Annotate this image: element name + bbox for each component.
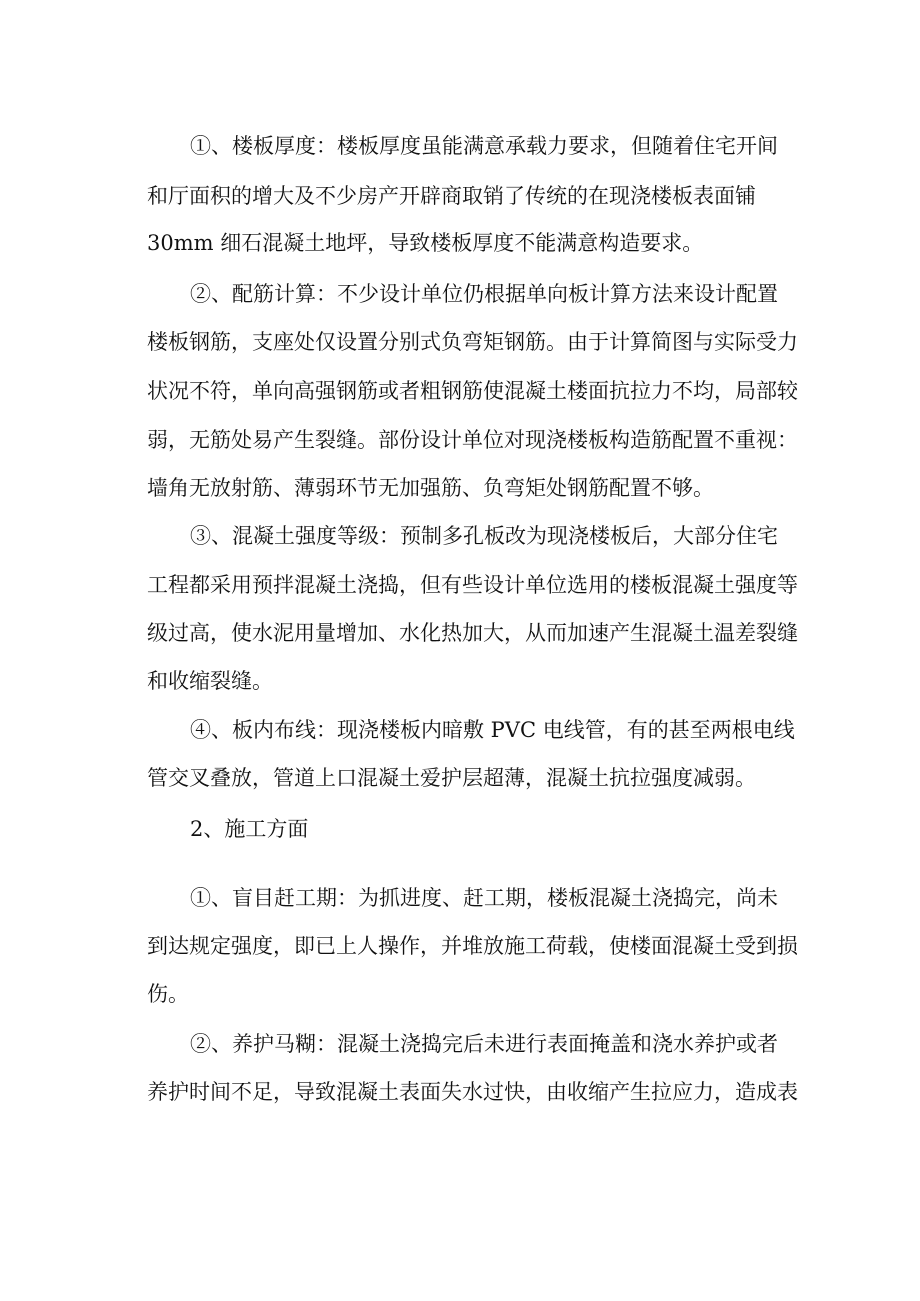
paragraph-1-line-1: ①、楼板厚度：楼板厚度虽能满意承载力要求，但随着住宅开间 — [190, 134, 778, 158]
paragraph-4-line-1: ④、板内布线：现浇楼板内暗敷 PVC 电线管，有的甚至两根电线 — [190, 718, 795, 742]
paragraph-2-line-4: 弱，无筋处易产生裂缝。部份设计单位对现浇楼板构造筋配置不重视： — [147, 428, 798, 452]
paragraph-4-line-2: 管交叉叠放，管道上口混凝土爱护层超薄，混凝土抗拉强度减弱。 — [147, 766, 756, 790]
section-heading-construction: 2、施工方面 — [190, 817, 309, 841]
paragraph-3-line-3: 级过高，使水泥用量增加、水化热加大，从而加速产生混凝土温差裂缝 — [147, 621, 798, 645]
paragraph-3-line-4: 和收缩裂缝。 — [147, 669, 273, 693]
paragraph-5-line-2: 到达规定强度，即已上人操作，并堆放施工荷载，使楼面混凝土受到损 — [147, 934, 798, 958]
paragraph-6-line-2: 养护时间不足，导致混凝土表面失水过快，由收缩产生拉应力，造成表 — [147, 1080, 798, 1104]
paragraph-2-line-3: 状况不符，单向高强钢筋或者粗钢筋使混凝土楼面抗拉力不均，局部较 — [147, 379, 798, 403]
paragraph-2-line-5: 墙角无放射筋、薄弱环节无加强筋、负弯矩处钢筋配置不够。 — [147, 476, 714, 500]
paragraph-1-line-2: 和厅面积的增大及不少房产开辟商取销了传统的在现浇楼板表面铺 — [147, 184, 756, 208]
paragraph-2-line-2: 楼板钢筋，支座处仅设置分别式负弯矩钢筋。由于计算简图与实际受力 — [147, 330, 798, 354]
paragraph-3-line-1: ③、混凝土强度等级：预制多孔板改为现浇楼板后，大部分住宅 — [190, 524, 778, 548]
paragraph-3-line-2: 工程都采用预拌混凝土浇捣，但有些设计单位选用的楼板混凝土强度等 — [147, 573, 798, 597]
paragraph-2-line-1: ②、配筋计算：不少设计单位仍根据单向板计算方法来设计配置 — [190, 282, 778, 306]
paragraph-1-line-3: 30mm 细石混凝土地坪，导致楼板厚度不能满意构造要求。 — [147, 231, 704, 255]
paragraph-5-line-3: 伤。 — [147, 982, 189, 1006]
paragraph-6-line-1: ②、养护马糊：混凝土浇捣完后未进行表面掩盖和浇水养护或者 — [190, 1032, 778, 1056]
paragraph-5-line-1: ①、盲目赶工期：为抓进度、赶工期，楼板混凝土浇捣完，尚未 — [190, 886, 778, 910]
